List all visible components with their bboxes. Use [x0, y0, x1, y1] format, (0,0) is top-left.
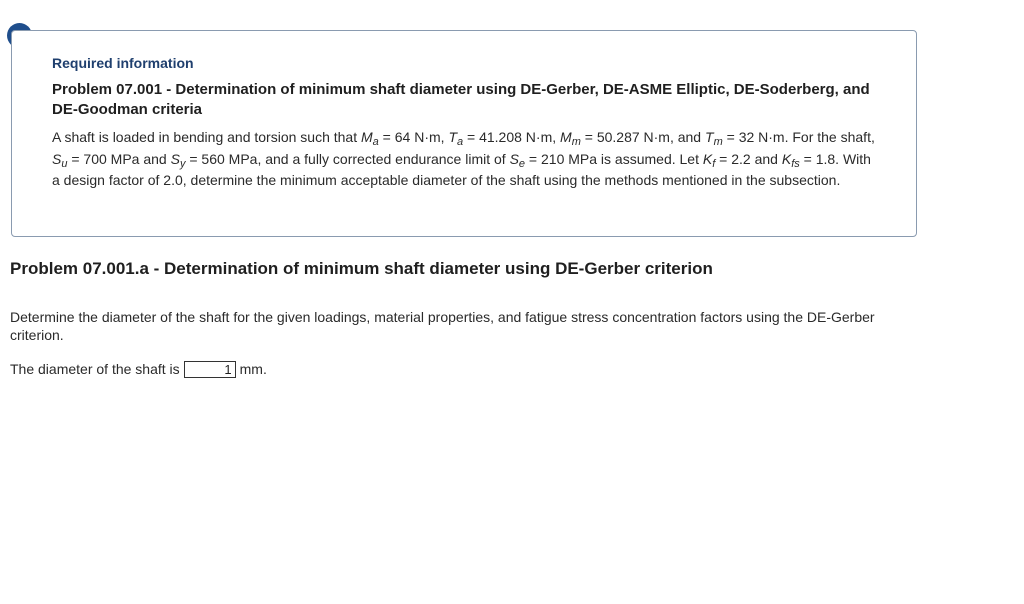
math-Su-symbol: S — [52, 150, 62, 167]
math-Mm-subscript: m — [571, 136, 581, 148]
answer-row — [10, 359, 267, 379]
math-Kfs-symbol: K — [781, 150, 792, 167]
statement-text: = 560 MPa, and a fully corrected endurance limit of — [185, 150, 510, 167]
statement-text: = 700 MPa and — [67, 150, 171, 167]
problem-title: Problem 07.001 - Determination of minimum shaft diameter using DE-Gerber, DE-ASME Elliptic, DE-Soderberg, and DE-Goodman criteria — [52, 81, 870, 118]
statement-text: A shaft is loaded in bending and torsion such that — [52, 129, 361, 145]
required-information-panel — [11, 30, 917, 237]
statement-text: = 2.2 and — [715, 150, 782, 167]
math-Sy-subscript: y — [179, 157, 186, 170]
math-Ma-symbol: M — [361, 129, 373, 145]
math-Se-symbol: S — [509, 150, 519, 167]
part-a-title: Problem 07.001.a - Determination of minimum shaft diameter using DE-Gerber criterion — [10, 259, 713, 278]
math-Ta-subscript: a — [457, 136, 464, 148]
math-Tm-subscript: m — [713, 136, 723, 148]
statement-text: = 50.287 N·m, and — [580, 129, 705, 145]
math-Kf-subscript: f — [712, 157, 716, 170]
math-Ma-subscript: a — [372, 136, 379, 148]
math-Se-subscript: e — [518, 157, 526, 170]
problem-statement — [52, 127, 882, 192]
math-Kf-symbol: K — [702, 150, 713, 167]
statement-text: = 41.208 N·m, — [463, 129, 561, 145]
part-a-instruction: Determine the diameter of the shaft for the given loadings, material properties, and fatigue stress concentration factors using the DE-Gerber criterion. — [10, 309, 875, 343]
answer-prefix: The diameter of the shaft is — [10, 361, 180, 377]
math-Sy-symbol: S — [170, 150, 180, 167]
math-Su-subscript: u — [61, 157, 68, 170]
math-Ta-symbol: T — [448, 129, 457, 145]
math-Kfs-subscript: fs — [791, 157, 800, 170]
math-Mm-symbol: M — [560, 129, 572, 145]
answer-unit: mm. — [239, 361, 267, 377]
shaft-diameter-input[interactable] — [184, 361, 236, 378]
statement-text: = 1.8. With a design factor of 2.0, determine the minimum acceptable diameter of the shaft using the methods mentioned in the subsection. — [52, 150, 871, 188]
required-information-label: Required information — [52, 55, 194, 71]
statement-text: = 210 MPa is assumed. Let — [525, 150, 703, 167]
statement-text: = 32 N·m. For the shaft, — [722, 129, 875, 145]
required-information-content — [52, 53, 882, 192]
statement-text: = 64 N·m, — [378, 129, 449, 145]
math-Tm-symbol: T — [705, 129, 714, 145]
